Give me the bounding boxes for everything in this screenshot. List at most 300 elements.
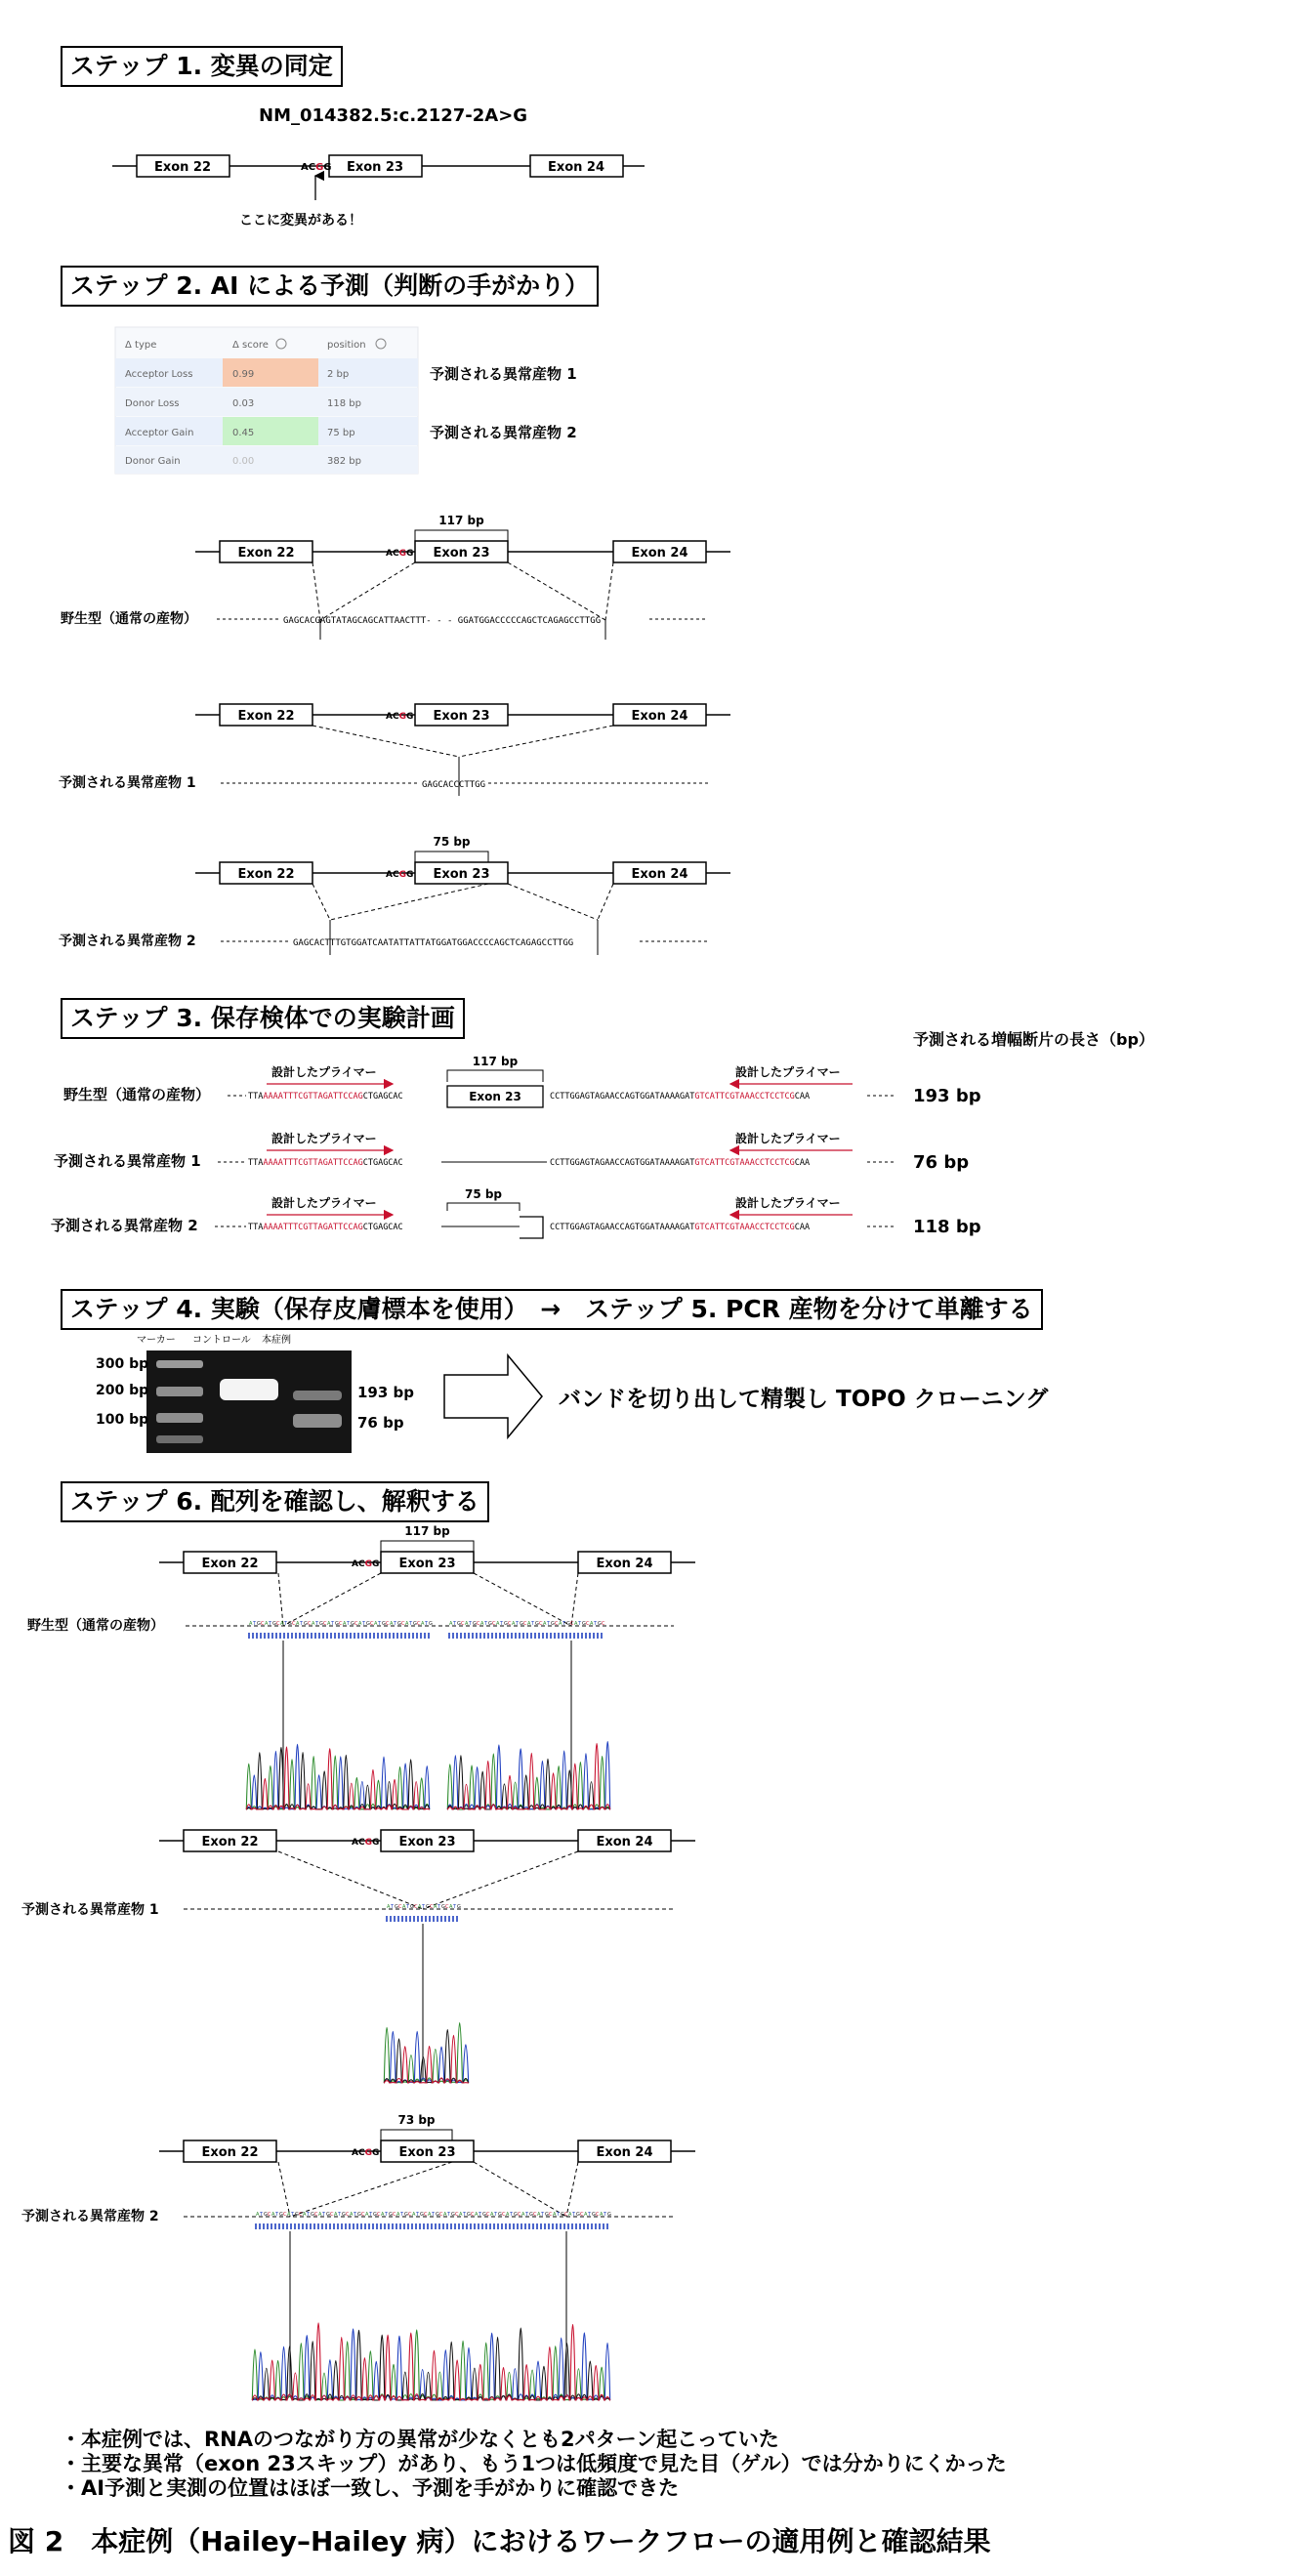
svg-text:A: A — [459, 2212, 463, 2218]
svg-text:C: C — [580, 2212, 584, 2218]
svg-text:A: A — [574, 1621, 578, 1627]
acgg-motif: ACGG — [386, 549, 414, 559]
svg-text:G: G — [545, 2212, 549, 2218]
gel-lane-marker: マーカー — [137, 1335, 176, 1346]
table-row-type: Donor Loss — [125, 398, 180, 409]
svg-text:G: G — [413, 1621, 417, 1627]
svg-text:A: A — [475, 2212, 479, 2218]
svg-text:A: A — [559, 1621, 562, 1627]
primer-seq-right: CCTTGGAGTAGAACCAGTGGATAAAAGATGTCATTCGTAAACCTCCTCGCAA — [550, 1092, 811, 1101]
svg-text:C: C — [323, 1621, 327, 1627]
exon-label: Exon 23 — [398, 2145, 456, 2160]
exon-label: Exon 24 — [631, 709, 688, 724]
svg-text:T: T — [557, 2212, 561, 2218]
svg-text:A: A — [600, 2212, 604, 2218]
svg-text:T: T — [500, 1621, 504, 1627]
svg-text:T: T — [494, 2212, 498, 2218]
svg-text:G: G — [295, 2212, 299, 2218]
table-header-type: Δ type — [125, 340, 157, 351]
svg-text:C: C — [424, 2212, 428, 2218]
svg-text:A: A — [506, 2212, 510, 2218]
svg-text:T: T — [541, 2212, 545, 2218]
svg-text:T: T — [291, 2212, 295, 2218]
svg-text:G: G — [482, 2212, 486, 2218]
table-row-position: 75 bp — [327, 428, 355, 438]
gene-diagram-step1 — [112, 155, 645, 200]
marker-100: 100 bp — [96, 1412, 149, 1428]
conclusion-2: ・主要な異常（exon 23スキップ）があり、もう1つは低頻度で見た目（ゲル）では分かりにくかった — [61, 2452, 1007, 2475]
chromatogram-trace — [252, 2330, 610, 2400]
svg-text:G: G — [304, 1621, 308, 1627]
exon-label: Exon 24 — [596, 1835, 653, 1849]
svg-text:T: T — [531, 1621, 535, 1627]
amplicon-length-header: 予測される増幅断片の長さ（bp） — [913, 1030, 1154, 1049]
svg-text:A: A — [249, 1621, 253, 1627]
svg-text:T: T — [578, 1621, 582, 1627]
step1-header: ステップ 1. 変異の同定 — [61, 46, 343, 87]
exon-label: Exon 22 — [201, 1557, 259, 1571]
acgg-motif: ACGG — [352, 1559, 380, 1569]
svg-text:G: G — [598, 1621, 602, 1627]
svg-text:G: G — [272, 1621, 276, 1627]
svg-text:T: T — [331, 1621, 335, 1627]
svg-text:G: G — [551, 1621, 555, 1627]
svg-text:G: G — [279, 2212, 283, 2218]
variant-name: NM_014382.5:c.2127-2A>G — [259, 105, 528, 126]
svg-text:G: G — [529, 2212, 533, 2218]
seq-abn2: GAGCACTTTGTGGATCAATATTATTATGGATGGACCCCAGCTCAGAGCCTTGG — [293, 938, 574, 948]
size-bracket-label: 117 bp — [438, 514, 484, 527]
exon-label: Exon 24 — [596, 1557, 653, 1571]
primer-seq-right: CCTTGGAGTAGAACCAGTGGATAAAAGATGTCATTCGTAAACCTCCTCGCAA — [550, 1223, 811, 1232]
seq-abn1: GAGCACCCTTGG — [422, 780, 486, 790]
svg-text:A: A — [449, 1904, 453, 1910]
svg-text:G: G — [582, 1621, 586, 1627]
marker-300: 300 bp — [96, 1356, 149, 1372]
svg-text:G: G — [311, 2212, 314, 2218]
exon24-label: Exon 24 — [547, 160, 605, 175]
svg-text:C: C — [283, 2212, 287, 2218]
svg-text:G: G — [410, 1904, 414, 1910]
table-header-score: Δ score — [232, 340, 269, 351]
svg-text:G: G — [514, 2212, 518, 2218]
exon-label: Exon 23 — [433, 867, 490, 882]
svg-text:G: G — [488, 1621, 492, 1627]
svg-text:C: C — [471, 2212, 475, 2218]
arrow-icon — [444, 1355, 542, 1437]
row-label: 予測される異常産物 1 — [54, 1152, 201, 1170]
svg-text:G: G — [404, 2212, 408, 2218]
figure-caption: 図 2 本症例（Hailey–Hailey 病）におけるワークフローの適用例と確認結果 — [8, 2525, 991, 2557]
svg-text:C: C — [361, 2212, 365, 2218]
svg-text:T: T — [479, 2212, 482, 2218]
svg-text:G: G — [373, 2212, 377, 2218]
svg-text:G: G — [357, 2212, 361, 2218]
svg-text:T: T — [260, 2212, 264, 2218]
svg-text:C: C — [533, 2212, 537, 2218]
svg-text:C: C — [602, 1621, 605, 1627]
svg-text:A: A — [381, 2212, 385, 2218]
label-abn2: 予測される異常産物 2 — [21, 2209, 159, 2224]
svg-text:T: T — [300, 1621, 304, 1627]
svg-text:T: T — [385, 2212, 389, 2218]
svg-text:T: T — [437, 1904, 441, 1910]
svg-text:T: T — [269, 1621, 272, 1627]
svg-text:T: T — [322, 2212, 326, 2218]
svg-text:C: C — [276, 1621, 280, 1627]
svg-text:C: C — [596, 2212, 600, 2218]
svg-text:A: A — [490, 2212, 494, 2218]
primer-label-forward: 設計したプライマー — [271, 1065, 377, 1079]
svg-text:A: A — [527, 1621, 531, 1627]
svg-text:A: A — [584, 2212, 588, 2218]
exon-label: Exon 23 — [433, 546, 490, 561]
svg-text:T: T — [307, 2212, 311, 2218]
svg-text:C: C — [477, 1621, 480, 1627]
svg-text:A: A — [390, 1621, 394, 1627]
svg-text:A: A — [271, 2212, 275, 2218]
svg-text:C: C — [502, 2212, 506, 2218]
svg-text:A: A — [396, 2212, 400, 2218]
svg-text:C: C — [261, 1621, 265, 1627]
svg-text:T: T — [253, 1621, 257, 1627]
marker-200: 200 bp — [96, 1383, 149, 1398]
label-wt: 野生型（通常の産物） — [27, 1618, 164, 1634]
svg-text:A: A — [553, 2212, 557, 2218]
svg-text:T: T — [369, 2212, 373, 2218]
svg-text:G: G — [397, 1621, 401, 1627]
svg-text:T: T — [562, 1621, 566, 1627]
svg-text:C: C — [408, 2212, 412, 2218]
exon-label: Exon 24 — [596, 2145, 653, 2160]
exon-label: Exon 22 — [237, 867, 295, 882]
svg-text:G: G — [288, 1621, 292, 1627]
svg-text:C: C — [339, 1621, 343, 1627]
svg-text:C: C — [292, 1621, 296, 1627]
svg-text:G: G — [342, 2212, 346, 2218]
svg-text:A: A — [365, 2212, 369, 2218]
svg-text:A: A — [418, 1904, 422, 1910]
svg-text:A: A — [265, 1621, 269, 1627]
step3-header: ステップ 3. 保存検体での実験計画 — [61, 998, 465, 1039]
conclusion-1: ・本症例では、RNAのつながり方の異常が少なくとも2パターン起こっていた — [61, 2428, 779, 2451]
svg-text:G: G — [498, 2212, 502, 2218]
svg-text:T: T — [516, 1621, 520, 1627]
exon23-label: Exon 23 — [346, 160, 404, 175]
svg-text:T: T — [604, 2212, 607, 2218]
svg-text:G: G — [504, 1621, 508, 1627]
band-label-193: 193 bp — [357, 1384, 415, 1401]
svg-text:C: C — [508, 1621, 512, 1627]
svg-text:A: A — [405, 1621, 409, 1627]
size-bracket-label: 117 bp — [404, 1524, 450, 1538]
table-header-position: position — [327, 340, 366, 351]
svg-text:A: A — [296, 1621, 300, 1627]
svg-text:G: G — [436, 2212, 439, 2218]
svg-text:A: A — [350, 2212, 354, 2218]
primer-seq-left: TTAAAAATTTCGTTAGATTCCAGCTGAGCAC — [248, 1092, 403, 1101]
svg-text:G: G — [351, 1621, 354, 1627]
step45-header: ステップ 4. 実験（保存皮膚標本を使用） → ステップ 5. PCR 産物を分けて単離する — [61, 1289, 1043, 1330]
table-note-abn2: 予測される異常産物 2 — [430, 424, 577, 441]
exon-label: Exon 22 — [237, 709, 295, 724]
table-row-position: 382 bp — [327, 456, 361, 467]
svg-text:A: A — [303, 2212, 307, 2218]
svg-text:G: G — [576, 2212, 580, 2218]
svg-text:C: C — [455, 2212, 459, 2218]
acgg-motif: ACGG — [301, 162, 332, 173]
exon-label: Exon 23 — [398, 1835, 456, 1849]
sequencing-results — [21, 1524, 695, 2400]
svg-text:C: C — [314, 2212, 318, 2218]
svg-text:T: T — [588, 2212, 592, 2218]
svg-text:A: A — [312, 1621, 315, 1627]
svg-text:A: A — [568, 2212, 572, 2218]
exon-label: Exon 22 — [201, 1835, 259, 1849]
size-75: 75 bp — [464, 1187, 503, 1201]
svg-text:G: G — [335, 1621, 339, 1627]
exon-label: Exon 22 — [237, 546, 295, 561]
svg-text:C: C — [377, 2212, 381, 2218]
svg-text:C: C — [430, 1904, 434, 1910]
table-row-type: Acceptor Loss — [125, 369, 193, 380]
primer-label-reverse: 設計したプライマー — [735, 1065, 841, 1079]
svg-text:T: T — [406, 1904, 410, 1910]
svg-text:T: T — [484, 1621, 488, 1627]
svg-text:A: A — [334, 2212, 338, 2218]
gel-lane-case: 本症例 — [262, 1335, 291, 1346]
band-label-76: 76 bp — [357, 1414, 404, 1432]
table-row-type: Donor Gain — [125, 456, 181, 467]
seq-wt: GAGCACGAGTATAGCAGCATTAACTTT- - - GGATGGACCCCCAGCTCAGAGCCTTGG — [283, 616, 602, 626]
acgg-motif: ACGG — [386, 870, 414, 880]
amplicon-size: 118 bp — [913, 1217, 981, 1237]
size-117: 117 bp — [472, 1055, 519, 1068]
svg-text:T: T — [510, 2212, 514, 2218]
table-row-position: 118 bp — [327, 398, 361, 409]
svg-text:C: C — [492, 1621, 496, 1627]
svg-text:G: G — [420, 2212, 424, 2218]
gel-action-text: バンドを切り出して精製し TOPO クローニング — [559, 1387, 1049, 1412]
svg-text:T: T — [432, 2212, 436, 2218]
svg-text:C: C — [555, 1621, 559, 1627]
svg-text:G: G — [326, 2212, 330, 2218]
svg-text:T: T — [362, 1621, 366, 1627]
table-row-score: 0.03 — [232, 398, 255, 409]
primer-label-forward: 設計したプライマー — [271, 1132, 377, 1145]
svg-text:G: G — [566, 1621, 570, 1627]
exon-label: Exon 24 — [631, 546, 688, 561]
svg-text:C: C — [268, 2212, 271, 2218]
svg-text:T: T — [284, 1621, 288, 1627]
svg-text:A: A — [496, 1621, 500, 1627]
svg-text:A: A — [480, 1621, 484, 1627]
size-bracket-label: 75 bp — [433, 835, 471, 849]
svg-text:G: G — [319, 1621, 323, 1627]
svg-text:G: G — [257, 1621, 261, 1627]
primer-design-rows — [51, 1055, 981, 1238]
svg-text:T: T — [469, 1621, 473, 1627]
acgg-motif: ACGG — [352, 2148, 380, 2158]
svg-text:G: G — [451, 2212, 455, 2218]
svg-text:G: G — [264, 2212, 268, 2218]
svg-text:A: A — [327, 1621, 331, 1627]
table-row-type: Acceptor Gain — [125, 428, 194, 438]
svg-text:C: C — [564, 2212, 568, 2218]
svg-text:C: C — [386, 1621, 390, 1627]
svg-text:A: A — [421, 1621, 425, 1627]
svg-text:T: T — [275, 2212, 279, 2218]
exon23-label: Exon 23 — [469, 1090, 521, 1103]
svg-text:G: G — [561, 2212, 564, 2218]
svg-text:G: G — [366, 1621, 370, 1627]
table-row-score: 0.00 — [232, 456, 255, 467]
svg-text:C: C — [414, 1904, 418, 1910]
svg-text:A: A — [318, 2212, 322, 2218]
svg-text:A: A — [256, 2212, 260, 2218]
svg-text:A: A — [358, 1621, 362, 1627]
svg-text:T: T — [453, 1904, 457, 1910]
svg-text:C: C — [586, 1621, 590, 1627]
svg-text:G: G — [426, 1904, 430, 1910]
label-wt: 野生型（通常の産物） — [61, 611, 197, 627]
svg-text:A: A — [543, 1621, 547, 1627]
table-row-score: 0.45 — [232, 428, 255, 438]
svg-text:G: G — [473, 1621, 477, 1627]
svg-text:G: G — [389, 2212, 393, 2218]
svg-text:G: G — [535, 1621, 539, 1627]
svg-text:T: T — [315, 1621, 319, 1627]
primer-seq-left: TTAAAAATTTCGTTAGATTCCAGCTGAGCAC — [248, 1158, 403, 1168]
svg-text:G: G — [457, 1621, 461, 1627]
svg-text:T: T — [347, 1621, 351, 1627]
svg-text:G: G — [395, 1904, 398, 1910]
svg-text:A: A — [449, 1621, 453, 1627]
svg-text:C: C — [417, 1621, 421, 1627]
svg-text:A: A — [287, 2212, 291, 2218]
gel-band-control — [220, 1379, 278, 1400]
size-bracket-label: 73 bp — [397, 2113, 436, 2127]
svg-text:T: T — [378, 1621, 382, 1627]
svg-text:A: A — [434, 1904, 437, 1910]
svg-text:C: C — [401, 1621, 405, 1627]
svg-text:A: A — [443, 2212, 447, 2218]
svg-text:A: A — [537, 2212, 541, 2218]
splice-ai-table — [115, 327, 418, 474]
gel-panel — [96, 1333, 1049, 1453]
table-note-abn1: 予測される異常産物 1 — [430, 365, 577, 383]
svg-text:G: G — [429, 1621, 433, 1627]
svg-text:A: A — [374, 1621, 378, 1627]
svg-text:T: T — [463, 2212, 467, 2218]
primer-label-forward: 設計したプライマー — [271, 1196, 377, 1210]
label-abn2: 予測される異常産物 2 — [59, 934, 196, 949]
svg-text:G: G — [607, 2212, 611, 2218]
primer-seq-left: TTAAAAATTTCGTTAGATTCCAGCTGAGCAC — [248, 1223, 403, 1232]
svg-text:G: G — [382, 1621, 386, 1627]
table-row-position: 2 bp — [327, 369, 350, 380]
svg-text:A: A — [428, 2212, 432, 2218]
svg-text:T: T — [422, 1904, 426, 1910]
svg-text:C: C — [299, 2212, 303, 2218]
svg-text:C: C — [393, 2212, 396, 2218]
svg-text:T: T — [572, 2212, 576, 2218]
acgg-motif: ACGG — [386, 712, 414, 722]
row-label: 野生型（通常の産物） — [63, 1086, 211, 1103]
svg-text:A: A — [402, 1904, 406, 1910]
label-abn1: 予測される異常産物 1 — [59, 775, 196, 791]
svg-text:C: C — [445, 1904, 449, 1910]
svg-text:C: C — [354, 1621, 358, 1627]
svg-text:A: A — [343, 1621, 347, 1627]
svg-text:C: C — [486, 2212, 490, 2218]
row-label: 予測される異常産物 2 — [51, 1217, 198, 1234]
svg-text:T: T — [391, 1904, 395, 1910]
svg-text:C: C — [523, 1621, 527, 1627]
svg-text:C: C — [518, 2212, 521, 2218]
svg-text:A: A — [387, 1904, 391, 1910]
exon-label: Exon 22 — [201, 2145, 259, 2160]
svg-text:A: A — [412, 2212, 416, 2218]
conclusion-3: ・AI予測と実測の位置はほぼ一致し、予測を手がかりに確認できた — [61, 2476, 680, 2500]
exon22-label: Exon 22 — [153, 160, 212, 175]
svg-text:A: A — [521, 2212, 525, 2218]
svg-text:T: T — [547, 1621, 551, 1627]
svg-text:T: T — [453, 1621, 457, 1627]
table-row-score: 0.99 — [232, 369, 255, 380]
gel-band-case-193 — [293, 1391, 342, 1400]
svg-text:C: C — [308, 1621, 312, 1627]
svg-text:G: G — [467, 2212, 471, 2218]
svg-text:T: T — [409, 1621, 413, 1627]
label-abn1: 予測される異常産物 1 — [21, 1902, 159, 1918]
svg-text:G: G — [457, 1904, 461, 1910]
step6-header: ステップ 6. 配列を確認し、解釈する — [61, 1481, 489, 1522]
svg-text:T: T — [354, 2212, 357, 2218]
svg-text:T: T — [447, 2212, 451, 2218]
step2-splicing-diagrams — [59, 514, 730, 955]
svg-text:T: T — [400, 2212, 404, 2218]
svg-text:A: A — [465, 1621, 469, 1627]
svg-text:C: C — [439, 2212, 443, 2218]
svg-text:T: T — [338, 2212, 342, 2218]
primer-seq-right: CCTTGGAGTAGAACCAGTGGATAAAAGATGTCATTCGTAAACCTCCTCGCAA — [550, 1158, 811, 1168]
svg-text:G: G — [520, 1621, 523, 1627]
svg-text:C: C — [398, 1904, 402, 1910]
svg-text:G: G — [441, 1904, 445, 1910]
mutation-note: ここに変異がある！ — [239, 213, 362, 229]
amplicon-size: 76 bp — [913, 1152, 970, 1173]
svg-text:C: C — [549, 2212, 553, 2218]
svg-text:C: C — [370, 1621, 374, 1627]
svg-text:C: C — [539, 1621, 543, 1627]
step2-header: ステップ 2. AI による予測（判断の手がかり） — [61, 266, 599, 307]
svg-text:G: G — [592, 2212, 596, 2218]
gel-band-case-76 — [293, 1414, 342, 1428]
exon-label: Exon 24 — [631, 867, 688, 882]
acgg-motif: ACGG — [352, 1838, 380, 1848]
primer-label-reverse: 設計したプライマー — [735, 1132, 841, 1145]
svg-text:C: C — [330, 2212, 334, 2218]
svg-text:T: T — [594, 1621, 598, 1627]
svg-text:T: T — [416, 2212, 420, 2218]
svg-text:A: A — [512, 1621, 516, 1627]
exon-label: Exon 23 — [398, 1557, 456, 1571]
svg-text:C: C — [570, 1621, 574, 1627]
exon-label: Exon 23 — [433, 709, 490, 724]
gel-lane-control: コントロール — [192, 1335, 251, 1346]
amplicon-size: 193 bp — [913, 1086, 981, 1106]
